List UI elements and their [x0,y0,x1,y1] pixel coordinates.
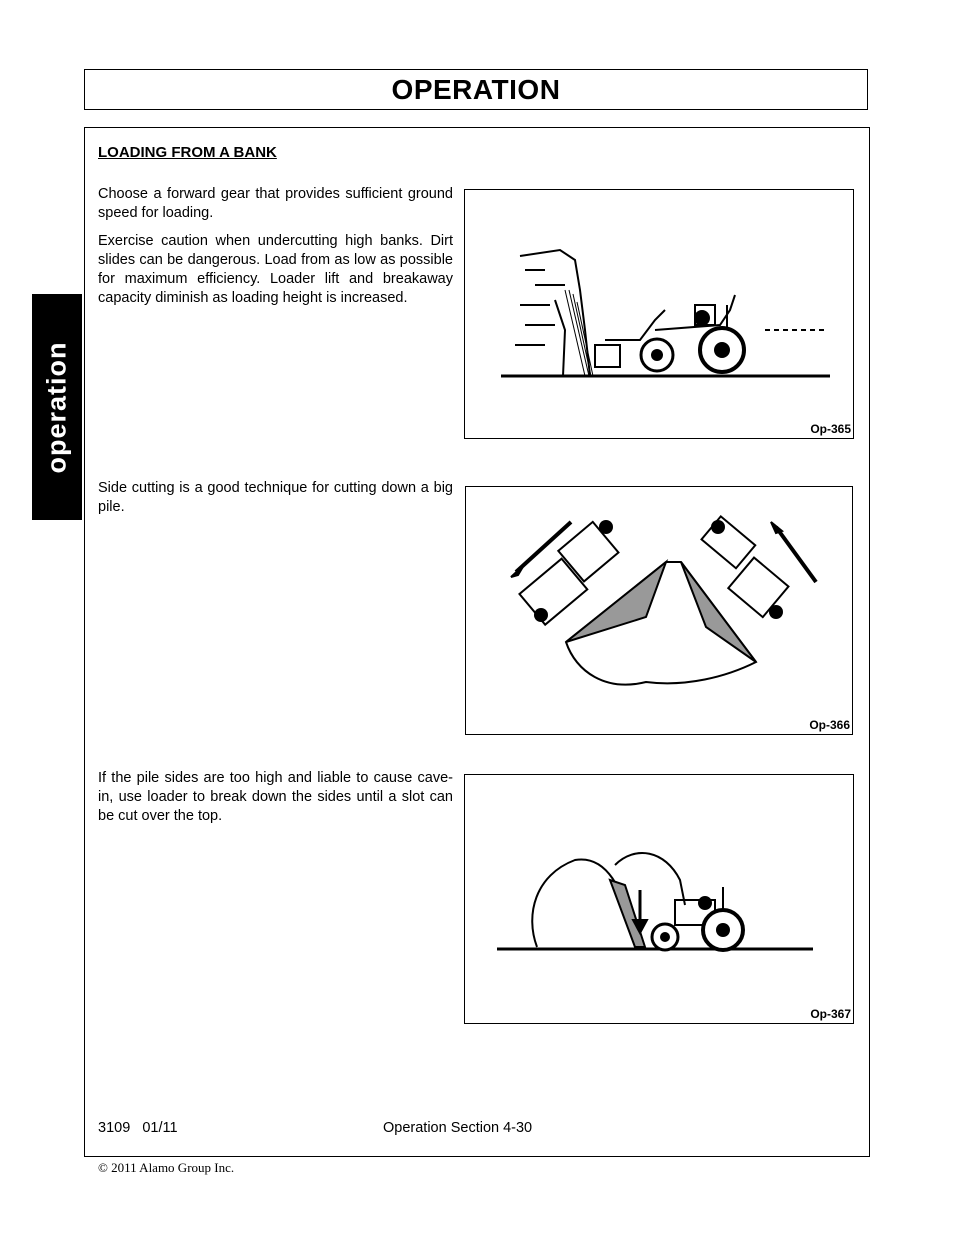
bank-loading-illustration [465,190,852,437]
side-tab [32,294,82,520]
figure-label: Op-366 [809,718,850,732]
side-cutting-illustration [466,487,851,733]
figure-loading-from-bank [464,189,854,439]
figure-label: Op-365 [810,422,851,436]
header-box [84,69,868,110]
pile-breakdown-illustration [465,775,852,1022]
figure-break-down-sides [464,774,854,1024]
page-title: OPERATION [391,73,561,105]
copyright: © 2011 Alamo Group Inc. [98,1160,235,1175]
figure-side-cutting [465,486,853,735]
paragraph-gear: Choose a forward gear that provides sufficient ground speed for loading. [98,186,453,221]
paragraph-cave-in: If the pile sides are too high and liable to cause cave-in, use loader to break down the sides until a slot can be cut over the top. [98,770,453,824]
doc-number: 3109 01/11 [98,1120,178,1136]
footer-section: Operation Section 4-30 [383,1120,533,1136]
paragraph-caution: Exercise caution when undercutting high banks. Dirt slides can be dangerous. Load from as low as possible for maximum efficiency. Loader lift and breakaway capacity diminish as loading height is increased. [98,233,453,306]
figure-label: Op-367 [810,1007,851,1021]
section-heading: LOADING FROM A BANK [98,144,277,161]
side-tab-label: operation [41,340,72,474]
paragraph-side-cutting: Side cutting is a good technique for cutting down a big pile. [98,480,453,515]
